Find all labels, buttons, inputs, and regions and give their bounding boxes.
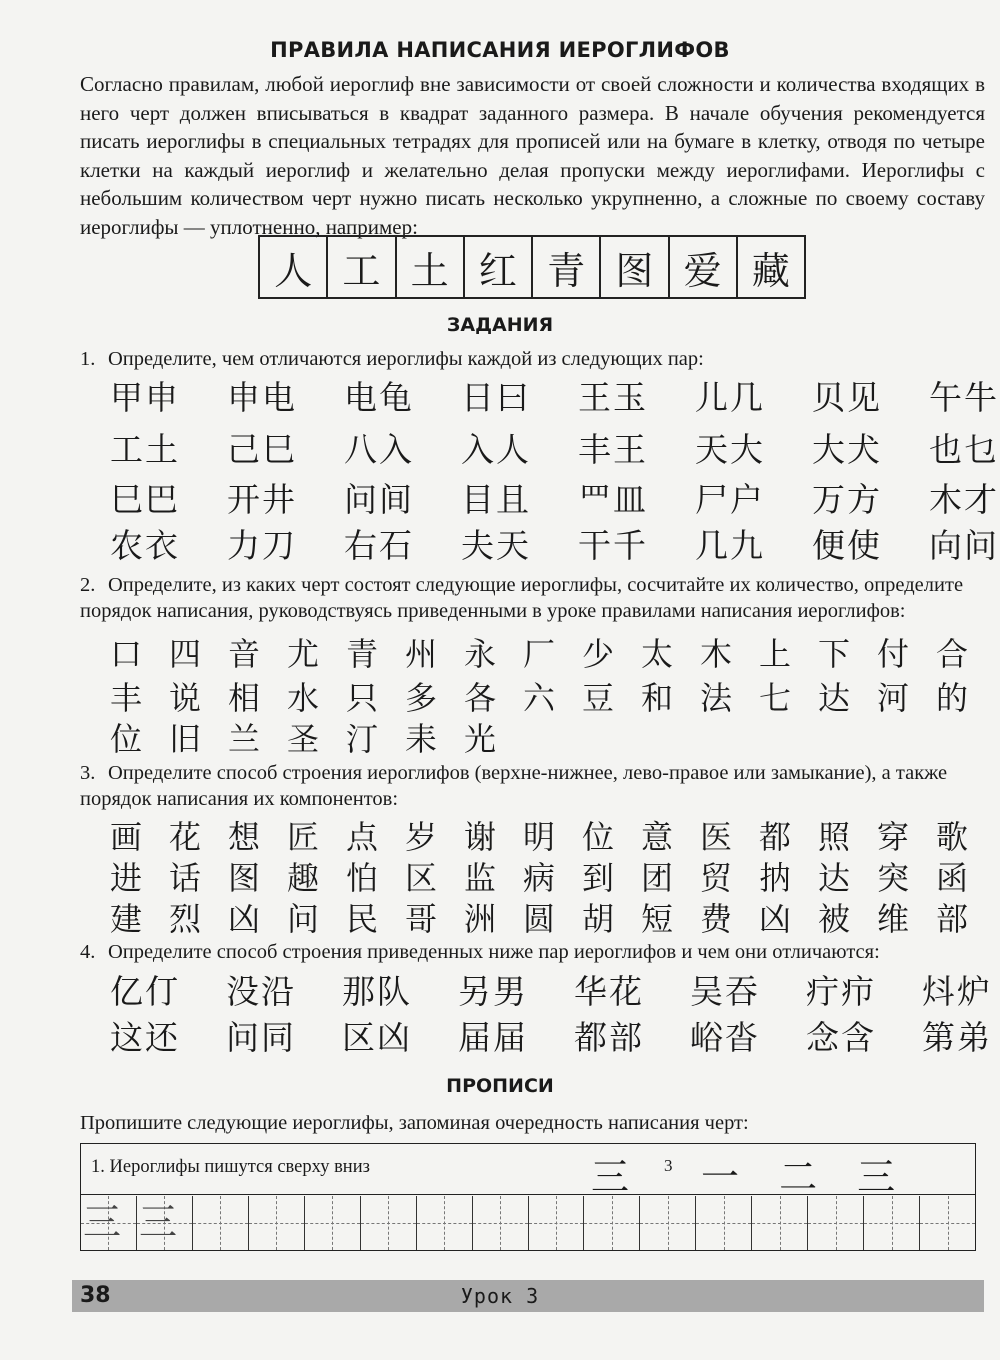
character-row (110, 1012, 1000, 1059)
character-item: 被 (818, 900, 851, 938)
character-row (110, 894, 995, 940)
character-item: 照 (818, 818, 851, 856)
character-item: 点 (346, 818, 379, 856)
grid-cell[interactable] (752, 1196, 808, 1250)
tasks-heading: ЗАДАНИЯ (446, 314, 554, 336)
stroke-steps: 一 二 三 (701, 1155, 910, 1199)
task-number: 2. (80, 574, 96, 596)
character-item: 电龟 (344, 378, 414, 417)
character-item: 意 (641, 818, 674, 856)
character-item: 口 (110, 635, 143, 673)
character-item: 右石 (344, 526, 414, 565)
character-item: 都部 (574, 1018, 644, 1057)
character-item: 大犬 (812, 430, 882, 469)
character-item: 汀 (346, 720, 379, 758)
character-item: 水 (287, 679, 320, 717)
character-item: 青 (346, 635, 379, 673)
character-item: 罒皿 (578, 480, 648, 519)
character-item: 话 (169, 859, 202, 897)
character-item: 万方 (812, 480, 882, 519)
character-item: 豆 (582, 679, 615, 717)
character-item: 问同 (226, 1018, 296, 1057)
character-item: 图 (228, 859, 261, 897)
propisi-table-header (81, 1144, 975, 1199)
character-item: 下 (818, 635, 851, 673)
character-item: 华花 (574, 972, 644, 1011)
character-item: 厂 (523, 635, 556, 673)
character-item: 问 (287, 900, 320, 938)
character-item: 明 (523, 818, 556, 856)
lesson-label: Урок 3 (460, 1284, 540, 1308)
character-item: 建 (110, 900, 143, 938)
character-item: 问间 (344, 480, 414, 519)
character-item: 烈 (169, 900, 202, 938)
intro-paragraph: Согласно правилам, любой иероглиф вне зависимости от своей сложности и количества входящих в него черт должен вписываться в квадрат заданного размера. В начале обучения рекомендуется писать иероглифы в специальных тетрадях для прописей или на бумаге в клетку, отводя по четыре клетки на каждый иероглиф и желательно делая пропуски между иероглифами. Иероглифы с небольшим количеством черт нужно писать несколько укрупненно, а сложные по своему составу иероглифы — уплотненно, например: (80, 72, 985, 239)
character-item: 入人 (461, 430, 531, 469)
task-instruction: Определите, из каких черт состоят следующие иероглифы, сосчитайте их количество, определите порядок написания, руководствуясь приведенными в уроке правилами написания иероглифов: (80, 574, 964, 622)
grid-cell[interactable] (920, 1196, 975, 1250)
character-item: 太 (641, 635, 674, 673)
example-characters-box (258, 235, 806, 299)
grid-cell[interactable] (361, 1196, 417, 1250)
example-char: 人 (260, 237, 328, 297)
character-item: 上 (759, 635, 792, 673)
character-item: 岁 (405, 818, 438, 856)
character-item: 法 (700, 679, 733, 717)
grid-cell[interactable] (529, 1196, 585, 1250)
character-item: 向问 (929, 526, 999, 565)
character-item: 凶 (759, 900, 792, 938)
character-item: 没沿 (226, 972, 296, 1011)
character-item: 付 (877, 635, 910, 673)
character-item: 天大 (695, 430, 765, 469)
character-item: 儿几 (695, 378, 765, 417)
grid-cell[interactable] (81, 1196, 137, 1250)
propisi-heading: ПРОПИСИ (446, 1075, 554, 1097)
character-item: 甲申 (110, 378, 180, 417)
task-instruction: Определите, чем отличаются иероглифы каждой из следующих пар: (108, 348, 704, 370)
character-item: 尤 (287, 635, 320, 673)
task-2-text (80, 572, 985, 624)
character-item: 便使 (812, 526, 882, 565)
character-row (110, 424, 1000, 471)
character-item: 相 (228, 679, 261, 717)
character-item: 第弟 (922, 1018, 992, 1057)
character-item: 病 (523, 859, 556, 897)
character-item: 位 (110, 720, 143, 758)
character-item: 贝见 (812, 378, 882, 417)
character-item: 歌 (936, 818, 969, 856)
character-item: 短 (641, 900, 674, 938)
character-item: 只 (346, 679, 379, 717)
task-instruction: Определите способ строения приведенных ниже пар иероглифов и чем они отличаются: (108, 941, 880, 963)
character-item: 届届 (458, 1018, 528, 1057)
task-number: 1. (80, 348, 96, 370)
rule-text: 1. Иероглифы пишутся сверху вниз (91, 1157, 370, 1177)
example-char: 青 (533, 237, 601, 297)
character-item: 丰 (110, 679, 143, 717)
character-item: 进 (110, 859, 143, 897)
character-item: 七 (759, 679, 792, 717)
character-item: 怕 (346, 859, 379, 897)
character-item: 疔疖 (806, 972, 876, 1011)
character-item: 贸 (700, 859, 733, 897)
character-item: 部 (936, 900, 969, 938)
character-row (110, 853, 995, 899)
grid-cell[interactable] (864, 1196, 920, 1250)
character-item: 四 (169, 635, 202, 673)
character-item: 那队 (342, 972, 412, 1011)
character-item: 六 (523, 679, 556, 717)
character-item: 穿 (877, 818, 910, 856)
character-item: 另男 (458, 972, 528, 1011)
character-item: 申电 (227, 378, 297, 417)
character-item: 旧 (169, 720, 202, 758)
character-item: 尸户 (695, 480, 765, 519)
character-item: 午牛 (929, 378, 999, 417)
character-item: 哥 (405, 900, 438, 938)
character-item: 多 (405, 679, 438, 717)
grid-cell[interactable] (137, 1196, 193, 1250)
example-char: 工 (328, 237, 396, 297)
character-item: 合 (936, 635, 969, 673)
grid-cell[interactable] (193, 1196, 249, 1250)
writing-grid (81, 1196, 975, 1250)
character-item: 凶 (228, 900, 261, 938)
character-item: 位 (582, 818, 615, 856)
character-item: 花 (169, 818, 202, 856)
grid-cell[interactable] (417, 1196, 473, 1250)
character-item: 区凶 (342, 1018, 412, 1057)
character-item: 谢 (464, 818, 497, 856)
character-item: 兰 (228, 720, 261, 758)
character-item: 河 (877, 679, 910, 717)
character-item: 耒 (405, 720, 438, 758)
character-item: 丰王 (578, 430, 648, 469)
character-item: 各 (464, 679, 497, 717)
character-item: 八入 (344, 430, 414, 469)
character-row (110, 812, 995, 858)
character-item: 想 (228, 818, 261, 856)
character-item: 说 (169, 679, 202, 717)
character-item: 王玉 (578, 378, 648, 417)
example-char: 红 (465, 237, 533, 297)
character-item: 突 (877, 859, 910, 897)
character-item: 和 (641, 679, 674, 717)
character-item: 函 (936, 859, 969, 897)
character-item: 胡 (582, 900, 615, 938)
character-item: 木 (700, 635, 733, 673)
character-item: 洲 (464, 900, 497, 938)
task-number: 4. (80, 941, 96, 963)
character-item: 匠 (287, 818, 320, 856)
character-item: 念含 (806, 1018, 876, 1057)
grid-cell[interactable] (640, 1196, 696, 1250)
character-row (110, 629, 995, 675)
character-item: 力刀 (227, 526, 297, 565)
character-row (110, 372, 1000, 419)
character-item: 日曰 (461, 378, 531, 417)
propisi-instruction: Пропишите следующие иероглифы, запоминая очередность написания черт: (80, 1112, 749, 1134)
character-item: 吴吞 (690, 972, 760, 1011)
character-item: 达 (818, 859, 851, 897)
grid-cell[interactable] (696, 1196, 752, 1250)
character-item: 费 (700, 900, 733, 938)
character-item: 医 (700, 818, 733, 856)
handwritten-character: 三 (83, 1200, 122, 1244)
task-1-text (80, 346, 985, 372)
character-row (110, 714, 523, 760)
character-item: 也乜 (929, 430, 999, 469)
example-char: 图 (601, 237, 669, 297)
character-row (110, 474, 1000, 521)
character-item: 己巳 (227, 430, 297, 469)
task-3-text (80, 760, 985, 812)
page-number: 38 (80, 1283, 111, 1308)
character-item: 的 (936, 679, 969, 717)
handwritten-character: 三 (138, 1200, 177, 1244)
character-item: 永 (464, 635, 497, 673)
example-char: 藏 (751, 248, 790, 293)
character-item: 巳巴 (110, 480, 180, 519)
demo-character: 三 (591, 1155, 630, 1199)
character-item: 圆 (523, 900, 556, 938)
character-item: 亿仃 (110, 972, 180, 1011)
character-item: 维 (877, 900, 910, 938)
character-row (110, 966, 1000, 1013)
character-item: 抐 (759, 859, 792, 897)
page-title: ПРАВИЛА НАПИСАНИЯ ИЕРОГЛИФОВ (270, 38, 730, 62)
character-item: 趣 (287, 859, 320, 897)
stroke-count: 3 (664, 1156, 673, 1175)
character-item: 光 (464, 720, 497, 758)
character-item: 夫天 (461, 526, 531, 565)
character-item: 到 (582, 859, 615, 897)
grid-cell[interactable] (584, 1196, 640, 1250)
character-item: 画 (110, 818, 143, 856)
example-char: 土 (397, 237, 465, 297)
propisi-table (80, 1143, 976, 1251)
character-item: 木才 (929, 480, 999, 519)
character-item: 峪沓 (690, 1018, 760, 1057)
character-item: 农衣 (110, 526, 180, 565)
character-item: 这还 (110, 1018, 180, 1057)
character-item: 民 (346, 900, 379, 938)
grid-cell[interactable] (249, 1196, 305, 1250)
character-item: 达 (818, 679, 851, 717)
grid-cell[interactable] (808, 1196, 864, 1250)
character-item: 目且 (461, 480, 531, 519)
task-number: 3. (80, 762, 96, 784)
character-item: 圣 (287, 720, 320, 758)
character-item: 区 (405, 859, 438, 897)
character-item: 监 (464, 859, 497, 897)
character-item: 都 (759, 818, 792, 856)
character-item: 工土 (110, 430, 180, 469)
example-char: 爱 (670, 237, 738, 297)
character-row (110, 673, 995, 719)
character-item: 几九 (695, 526, 765, 565)
grid-cell[interactable] (305, 1196, 361, 1250)
character-row (110, 520, 1000, 567)
grid-cell[interactable] (473, 1196, 529, 1250)
character-item: 炓炉 (922, 972, 992, 1011)
character-item: 开井 (227, 480, 297, 519)
character-item: 干千 (578, 526, 648, 565)
task-instruction: Определите способ строения иероглифов (верхне-нижнее, лево-правое или замыкание), а также порядок написания их компонентов: (80, 762, 948, 810)
task-4-text (80, 939, 985, 965)
character-item: 少 (582, 635, 615, 673)
character-item: 州 (405, 635, 438, 673)
character-item: 音 (228, 635, 261, 673)
character-item: 团 (641, 859, 674, 897)
